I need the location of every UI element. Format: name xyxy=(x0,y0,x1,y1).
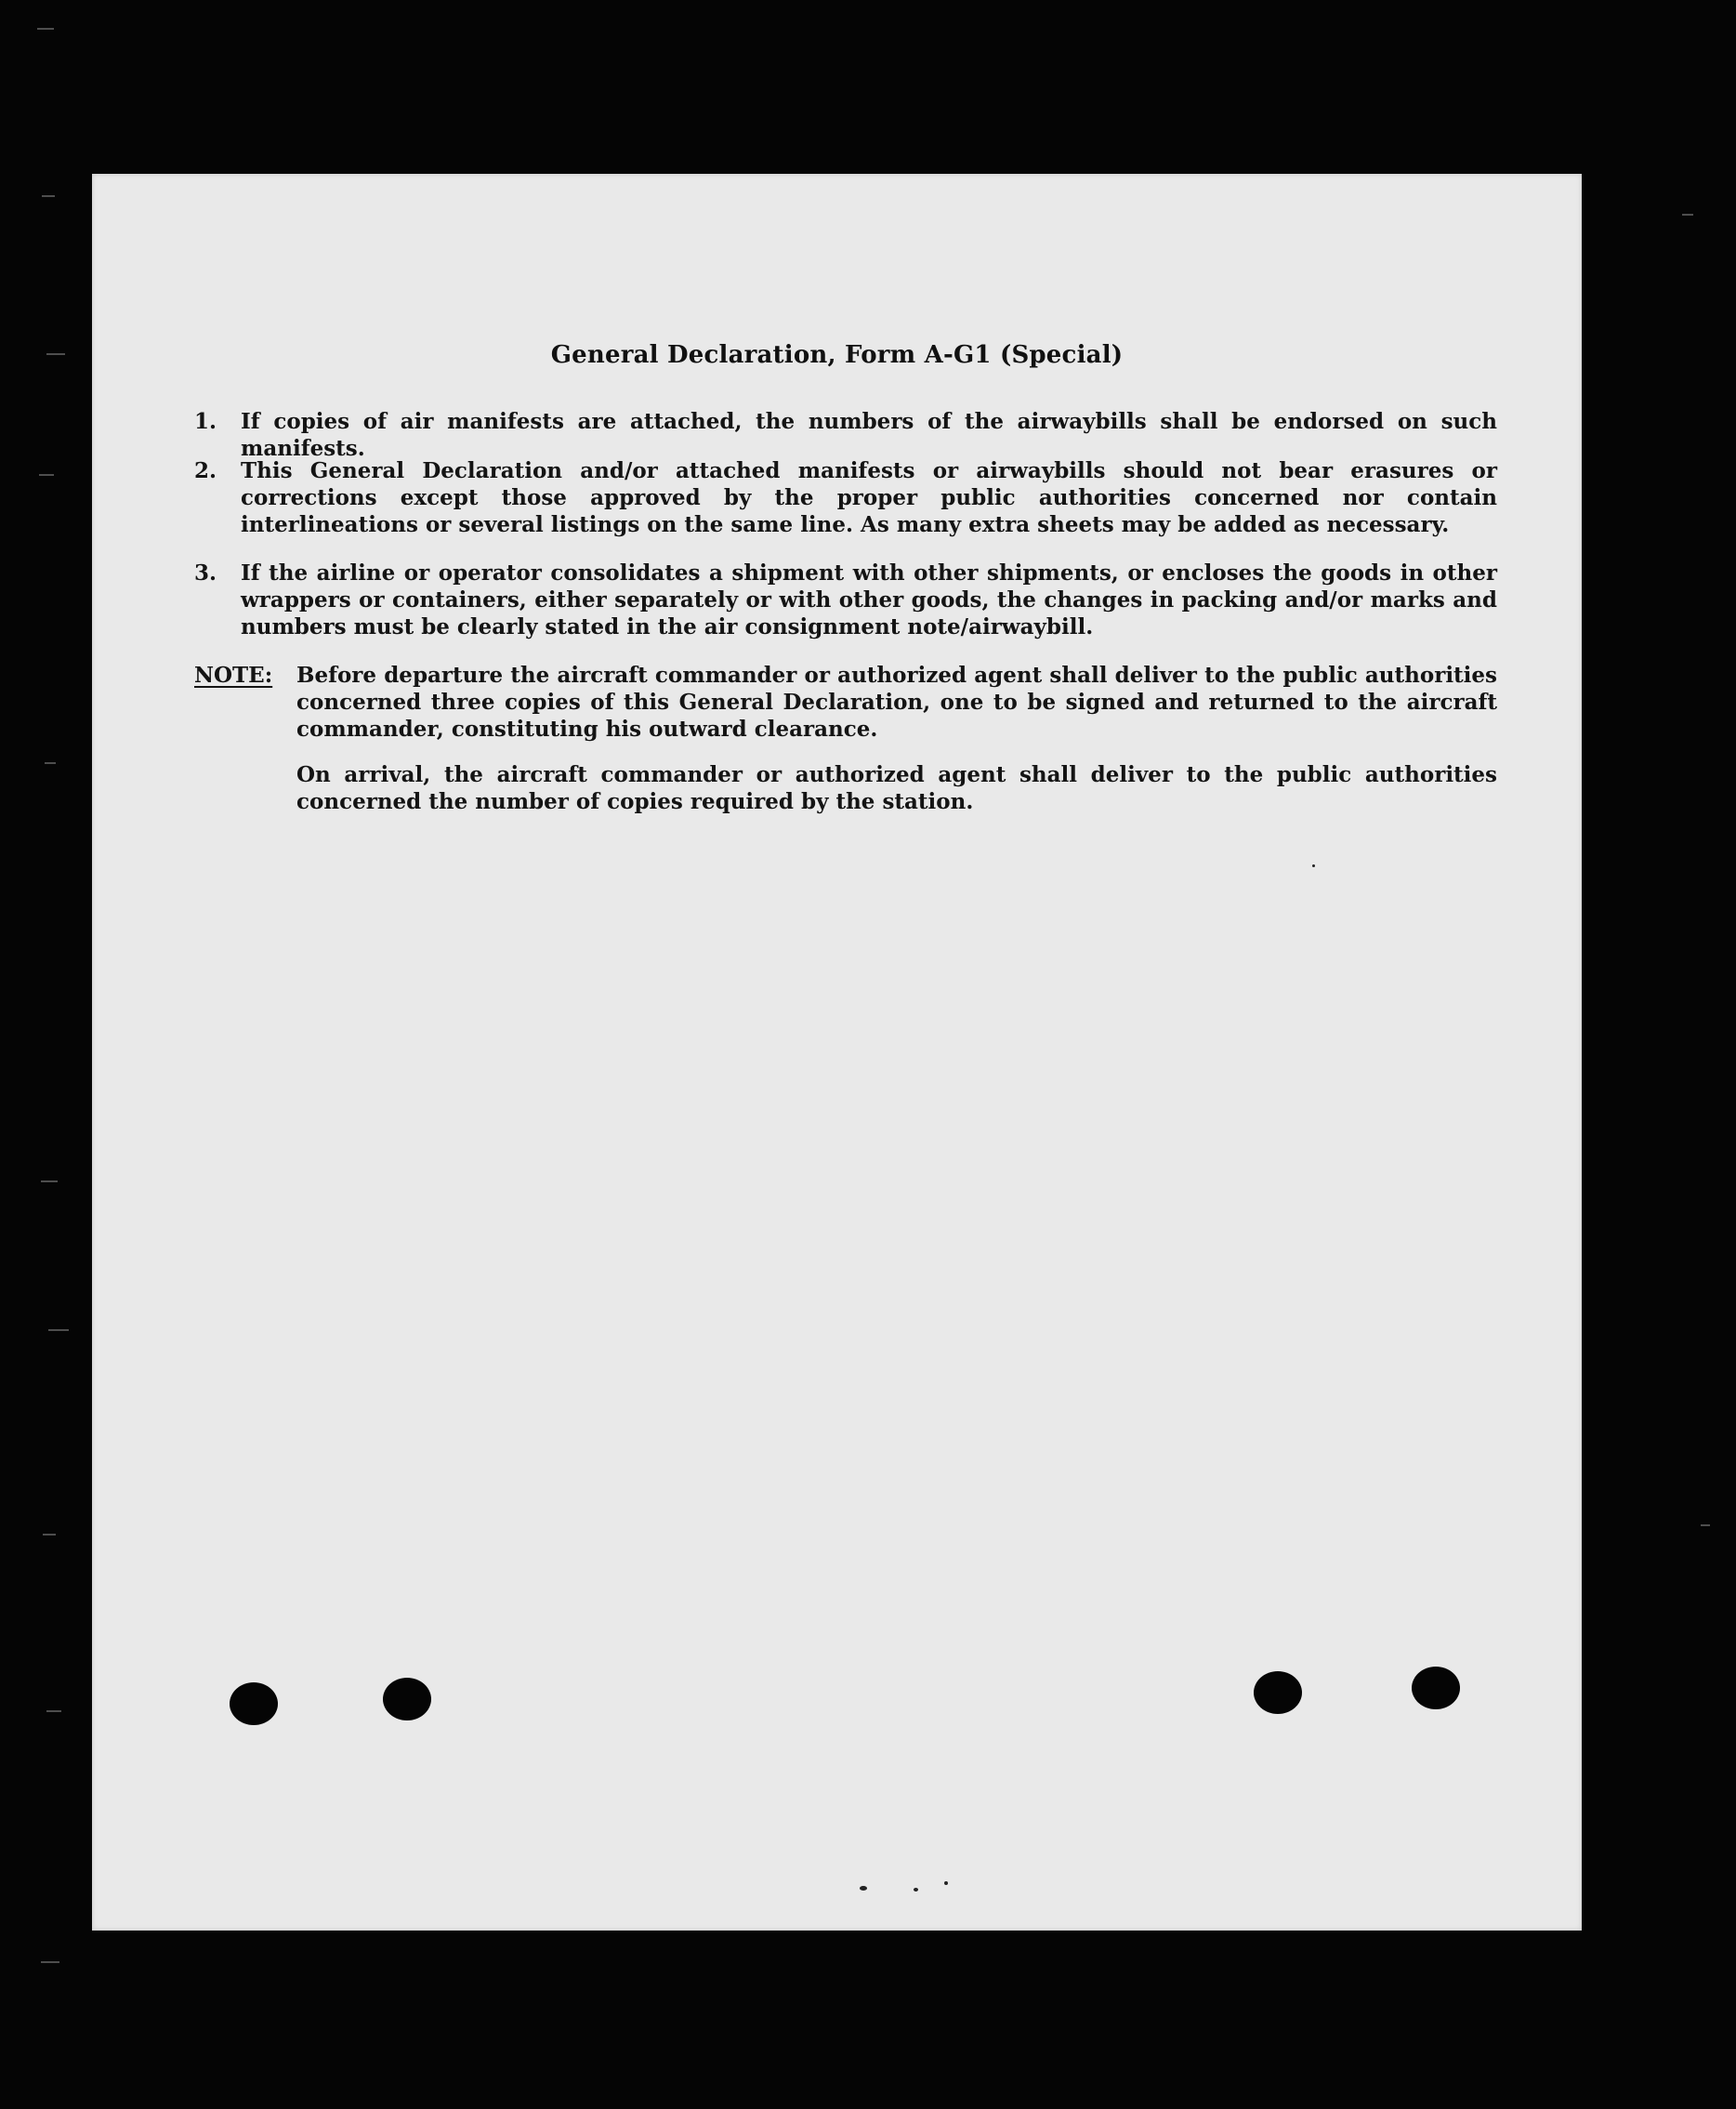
scan-edge-mark xyxy=(43,1534,56,1536)
note-block xyxy=(194,662,1497,743)
arrival-note-text: On arrival, the aircraft commander or authorized agent shall deliver to the public authorities concerned the number of copies required by the station. xyxy=(296,762,1497,814)
scan-speck xyxy=(1312,864,1315,867)
scan-edge-mark xyxy=(41,1180,58,1182)
list-item xyxy=(194,560,1497,640)
scan-edge-mark xyxy=(45,762,56,764)
punch-hole xyxy=(1412,1667,1460,1709)
scan-speck xyxy=(860,1886,867,1891)
document-page xyxy=(92,174,1582,1931)
list-item xyxy=(194,457,1497,538)
scan-edge-mark xyxy=(41,1961,59,1963)
scan-edge-mark xyxy=(39,474,54,476)
note-label: NOTE: xyxy=(194,663,273,688)
list-item-text: If the airline or operator consolidates a shipment with other shipments, or encloses the goods in other wrappers or containers, either separately or with other goods, the changes in packing and/or marks and numbers must be clearly stated in the air consignment note/airwaybill. xyxy=(241,560,1497,639)
list-item-number: 2. xyxy=(194,458,217,483)
scan-edge-mark xyxy=(46,1710,61,1712)
scan-speck xyxy=(914,1888,918,1892)
scan-edge-mark xyxy=(1701,1524,1710,1526)
scan-edge-mark xyxy=(42,195,55,197)
note-text: Before departure the aircraft commander or authorized agent shall deliver to the public authorities concerned three copies of this General Declaration, one to be signed and returned to the aircraft commander, constituting his outward clearance. xyxy=(296,663,1497,742)
scan-edge-mark xyxy=(37,28,54,30)
punch-hole xyxy=(383,1678,431,1720)
scan-edge-mark xyxy=(48,1329,69,1331)
page-title: General Declaration, Form A-G1 (Special) xyxy=(550,341,1124,369)
scan-speck xyxy=(944,1881,948,1885)
list-item-text: If copies of air manifests are attached, the numbers of the airwaybills shall be endorsed on such manifests. xyxy=(241,409,1497,461)
list-item-number: 3. xyxy=(194,560,217,586)
punch-hole xyxy=(230,1682,278,1725)
list-item-text: This General Declaration and/or attached manifests or airwaybills should not bear erasures or corrections except those approved by the proper public authorities concerned nor contain interlineations or several listings on the same line. As many extra sheets may be added as necessary. xyxy=(241,458,1497,537)
scan-edge-mark xyxy=(46,353,65,355)
list-item xyxy=(194,408,1497,462)
list-item-number: 1. xyxy=(194,409,217,434)
scan-edge-mark xyxy=(1682,214,1693,216)
punch-hole xyxy=(1254,1671,1302,1714)
